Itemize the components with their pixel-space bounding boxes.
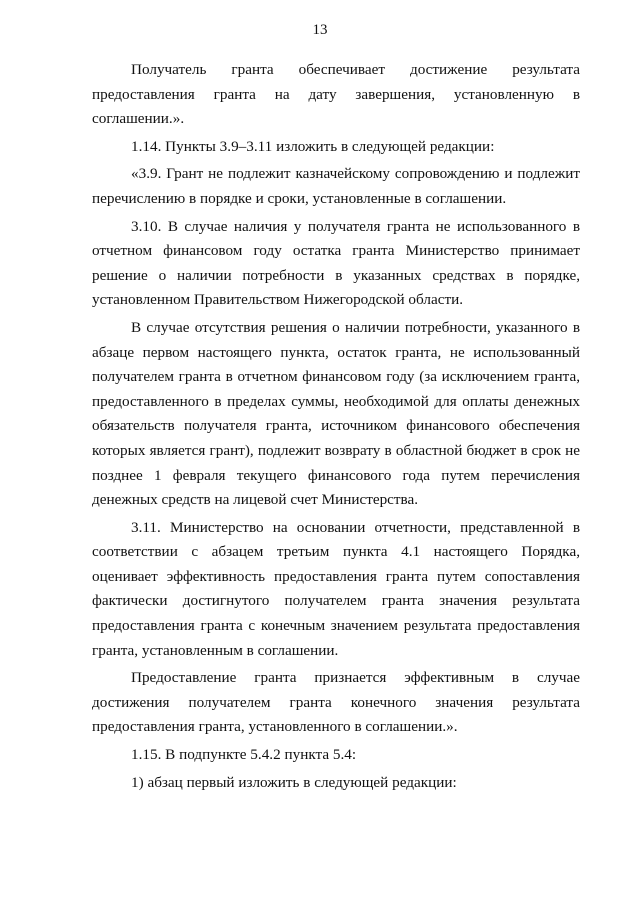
document-body xyxy=(92,58,580,795)
paragraph-item-3-9: «3.9. Грант не подлежит казначейскому сопровождению и подлежит перечислению в порядке и сроки, установленные в соглашении. xyxy=(92,165,580,207)
paragraph-item-3-10: 3.10. В случае наличия у получателя гранта не использованного в отчетном финансовом году остатка гранта Министерство принимает решение о наличии потребности в указанных средствах в порядке, установленном Правительством Нижегородской области. xyxy=(92,217,580,309)
paragraph-result-achievement: Получатель гранта обеспечивает достижение результата предоставления гранта на дату завершения, установленную в соглашении.». xyxy=(92,61,580,128)
paragraph-efficiency: Предоставление гранта признается эффективным в случае достижения получателем гранта конечного значения результата предоставления гранта, установленного в соглашении.». xyxy=(92,669,580,736)
paragraph-item-1-15: 1.15. В подпункте 5.4.2 пункта 5.4: xyxy=(131,746,357,764)
paragraph-first-subparagraph: 1) абзац первый изложить в следующей редакции: xyxy=(131,773,457,791)
paragraph-grant-return: В случае отсутствия решения о наличии потребности, указанного в абзаце первом настоящего пункта, остаток гранта, не использованный получателем гранта в отчетном финансовом году (за исключением гранта, предоставленного в пределах суммы, необходимой для оплаты денежных обязательств получателя гранта, источником финансового обеспечения которых является грант), подлежит возврату в областной бюджет в срок не позднее 1 февраля текущего финансового года путем перечисления денежных средств на лицевой счет Министерства. xyxy=(92,318,580,509)
paragraph-item-3-11: 3.11. Министерство на основании отчетности, представленной в соответствии с абзацем третьим пункта 4.1 настоящего Порядка, оценивает эффективность предоставления гранта путем сопоставления фактически достигнутого получателем гранта значения результата предоставления гранта с конечным значением результата предоставления гранта, установленным в соглашении. xyxy=(92,518,580,659)
paragraph-item-1-14: 1.14. Пункты 3.9–3.11 изложить в следующей редакции: xyxy=(131,137,495,155)
page-number: 13 xyxy=(312,22,328,38)
